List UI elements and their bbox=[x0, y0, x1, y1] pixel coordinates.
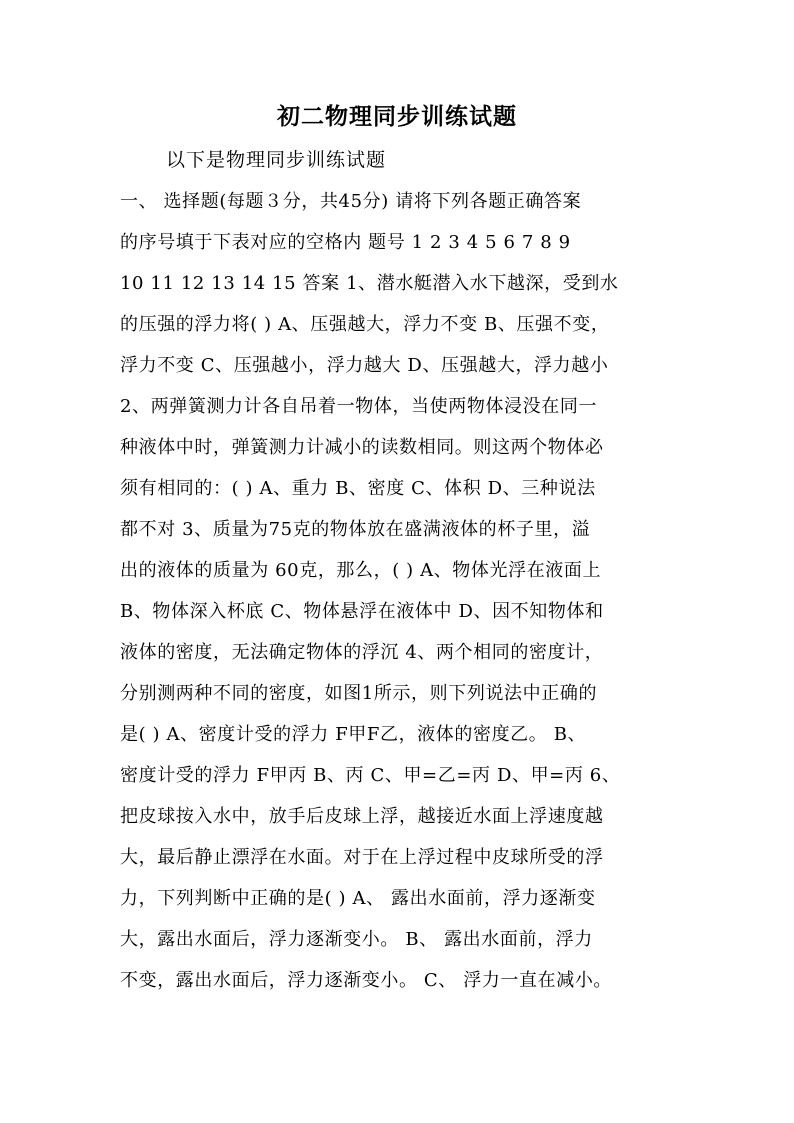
body-line: 大，露出水面后，浮力逐渐变小。 B、 露出水面前，浮力 bbox=[120, 929, 593, 950]
body-line: 的序号填于下表对应的空格内 题号 1 2 3 4 5 6 7 8 9 bbox=[120, 232, 571, 253]
body-line: 把皮球按入水中，放手后皮球上浮，越接近水面上浮速度越 bbox=[120, 806, 604, 827]
body-line: B、物体深入杯底 C、物体悬浮在液体中 D、因不知物体和 bbox=[120, 601, 604, 622]
body-line: 都不对 3、质量为75克的物体放在盛满液体的杯子里，溢 bbox=[120, 519, 591, 540]
body-line: 浮力不变 C、压强越小，浮力越大 D、压强越大，浮力越小 bbox=[120, 355, 609, 376]
body-line: 须有相同的：( ) A、重力 B、密度 C、体积 D、三种说法 bbox=[120, 478, 596, 499]
body-line: 不变，露出水面后，浮力逐渐变小。 C、 浮力一直在减小。 bbox=[120, 970, 613, 991]
body-line: 10 11 12 13 14 15 答案 1、潜水艇潜入水下越深，受到水 bbox=[120, 273, 619, 294]
body-line: 大，最后静止漂浮在水面。对于在上浮过程中皮球所受的浮 bbox=[120, 847, 604, 868]
body-line: 2、两弹簧测力计各自吊着一物体，当使两物体浸没在同一 bbox=[120, 396, 598, 417]
body-line: 分别测两种不同的密度，如图1所示，则下列说法中正确的 bbox=[120, 683, 598, 704]
document-subtitle: 以下是物理同步训练试题 bbox=[166, 149, 387, 171]
body-line: 力，下列判断中正确的是( ) A、 露出水面前，浮力逐渐变 bbox=[120, 888, 596, 909]
body-line: 出的液体的质量为 60克，那么，( ) A、物体光浮在液面上 bbox=[120, 560, 602, 581]
body-line: 的压强的浮力将( ) A、压强越大，浮力不变 B、压强不变， bbox=[120, 314, 610, 335]
document-body bbox=[120, 188, 690, 1008]
body-line: 是( ) A、密度计受的浮力 F甲F乙，液体的密度乙。 B、 bbox=[120, 724, 587, 745]
body-line: 密度计受的浮力 F甲丙 B、丙 C、甲=乙=丙 D、甲=丙 6、 bbox=[120, 765, 621, 786]
body-line: 一、 选择题(每题３分，共45分) 请将下列各题正确答案 bbox=[120, 191, 582, 212]
body-line: 液体的密度，无法确定物体的浮沉 4、两个相同的密度计， bbox=[120, 642, 604, 663]
body-line: 种液体中时，弹簧测力计减小的读数相同。则这两个物体必 bbox=[120, 437, 604, 458]
document-title: 初二物理同步训练试题 bbox=[277, 103, 517, 130]
